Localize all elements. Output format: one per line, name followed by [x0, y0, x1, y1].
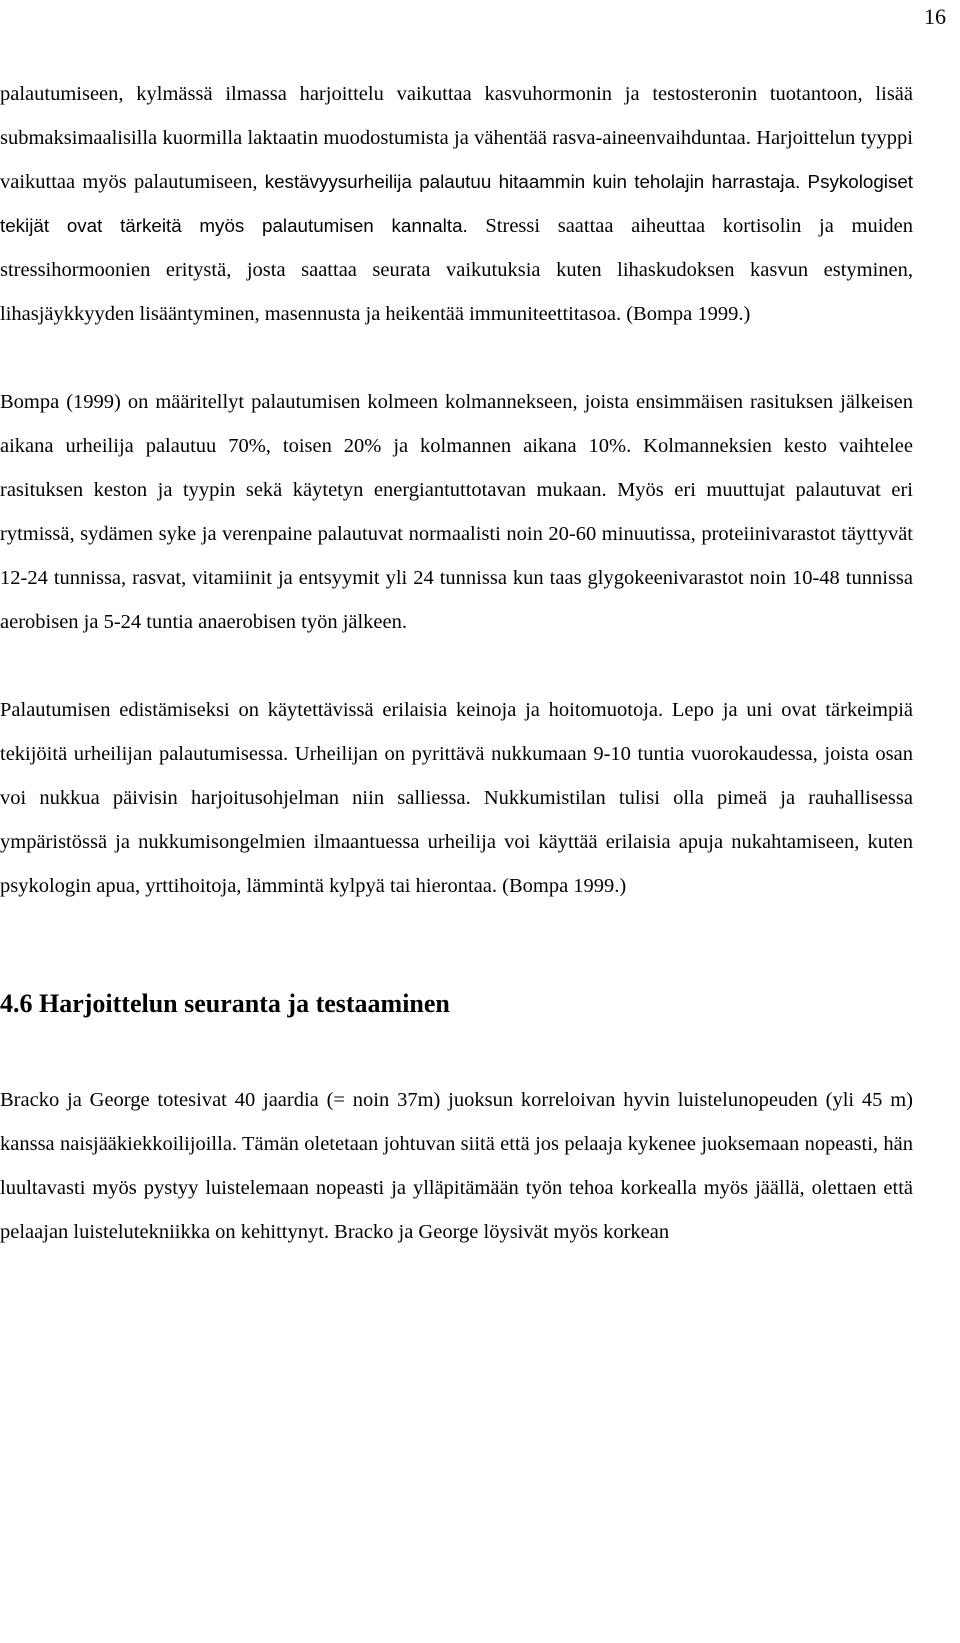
paragraph-gap [0, 644, 913, 688]
page-number: 16 [924, 4, 946, 29]
paragraph-recovery-factors [0, 72, 913, 336]
paragraph-text-sans: kestävyysurheilija palautuu hitaammin kuin teholajin harrastaja. Psykologiset tekijät ovat tärkeitä myös palautumisen kannalta. [0, 171, 913, 236]
section-heading: 4.6 Harjoittelun seuranta ja testaaminen [0, 989, 450, 1018]
paragraph-monitoring: Bracko ja George totesivat 40 jaardia (= noin 37m) juoksun korreloivan hyvin luistelunopeuden (yli 45 m) kanssa naisjääkiekkoilijoilla. Tämän oletetaan johtuvan siitä että jos pelaaja kykenee juoksemaan nopeasti, hän luultavasti myös pystyy luistelemaan nopeasti ja ylläpitämään työn tehoa korkealla myös jäällä, olettaen että pelaajan luistelutekniikka on kehittynyt. Bracko ja George löysivät myös korkean [0, 1089, 913, 1243]
paragraph-text-serif-tail: Stressi saattaa aiheuttaa kortisolin ja muiden stressihormoonien eritystä, josta saattaa seurata vaikutuksia kuten lihaskudoksen kasvun estyminen, lihasjäykkyyden lisääntyminen, masennusta ja heikentää immuniteettitasoa. (Bompa 1999.) [0, 215, 913, 325]
paragraph-gap [0, 1034, 913, 1078]
document-body [0, 72, 913, 1254]
paragraph-recovery-methods: Palautumisen edistämiseksi on käytettävissä erilaisia keinoja ja hoitomuotoja. Lepo ja uni ovat tärkeimpiä tekijöitä urheilijan palautumisessa. Urheilijan on pyrittävä nukkumaan 9-10 tuntia vuorokaudessa, joista osan voi nukkua päivisin harjoitusohjelman niin salliessa. Nukkumistilan tulisi olla pimeä ja rauhallisessa ympäristössä ja nukkumisongelmien ilmaantuessa urheilija voi käyttää erilaisia apuja nukahtamiseen, kuten psykologin apua, yrttihoitoja, lämmintä kylpyä tai hierontaa. (Bompa 1999.) [0, 699, 913, 897]
paragraph-text-serif: palautumiseen, kylmässä ilmassa harjoittelu vaikuttaa kasvuhormonin ja testosteronin tuotantoon, lisää submaksimaalisilla kuormilla laktaatin muodostumista ja vähentää rasva-aineenvaihduntaa. Harjoittelun tyyppi vaikuttaa myös palautumiseen, [0, 83, 913, 193]
paragraph-recovery-thirds: Bompa (1999) on määritellyt palautumisen kolmeen kolmannekseen, joista ensimmäisen rasituksen jälkeisen aikana urheilija palautuu 70%, toisen 20% ja kolmannen aikana 10%. Kolmanneksien kesto vaihtelee rasituksen keston ja tyypin sekä käytetyn energiantuttotavan mukaan. Myös eri muuttujat palautuvat eri rytmissä, sydämen syke ja verenpaine palautuvat normaalisti noin 20-60 minuutissa, proteiinivarastot täyttyvät 12-24 tunnissa, rasvat, vitamiinit ja entsyymit yli 24 tunnissa kun taas glygokeenivarastot noin 10-48 tunnissa aerobisen ja 5-24 tuntia anaerobisen työn jälkeen. [0, 391, 913, 633]
section-gap [0, 908, 913, 974]
paragraph-gap [0, 336, 913, 380]
